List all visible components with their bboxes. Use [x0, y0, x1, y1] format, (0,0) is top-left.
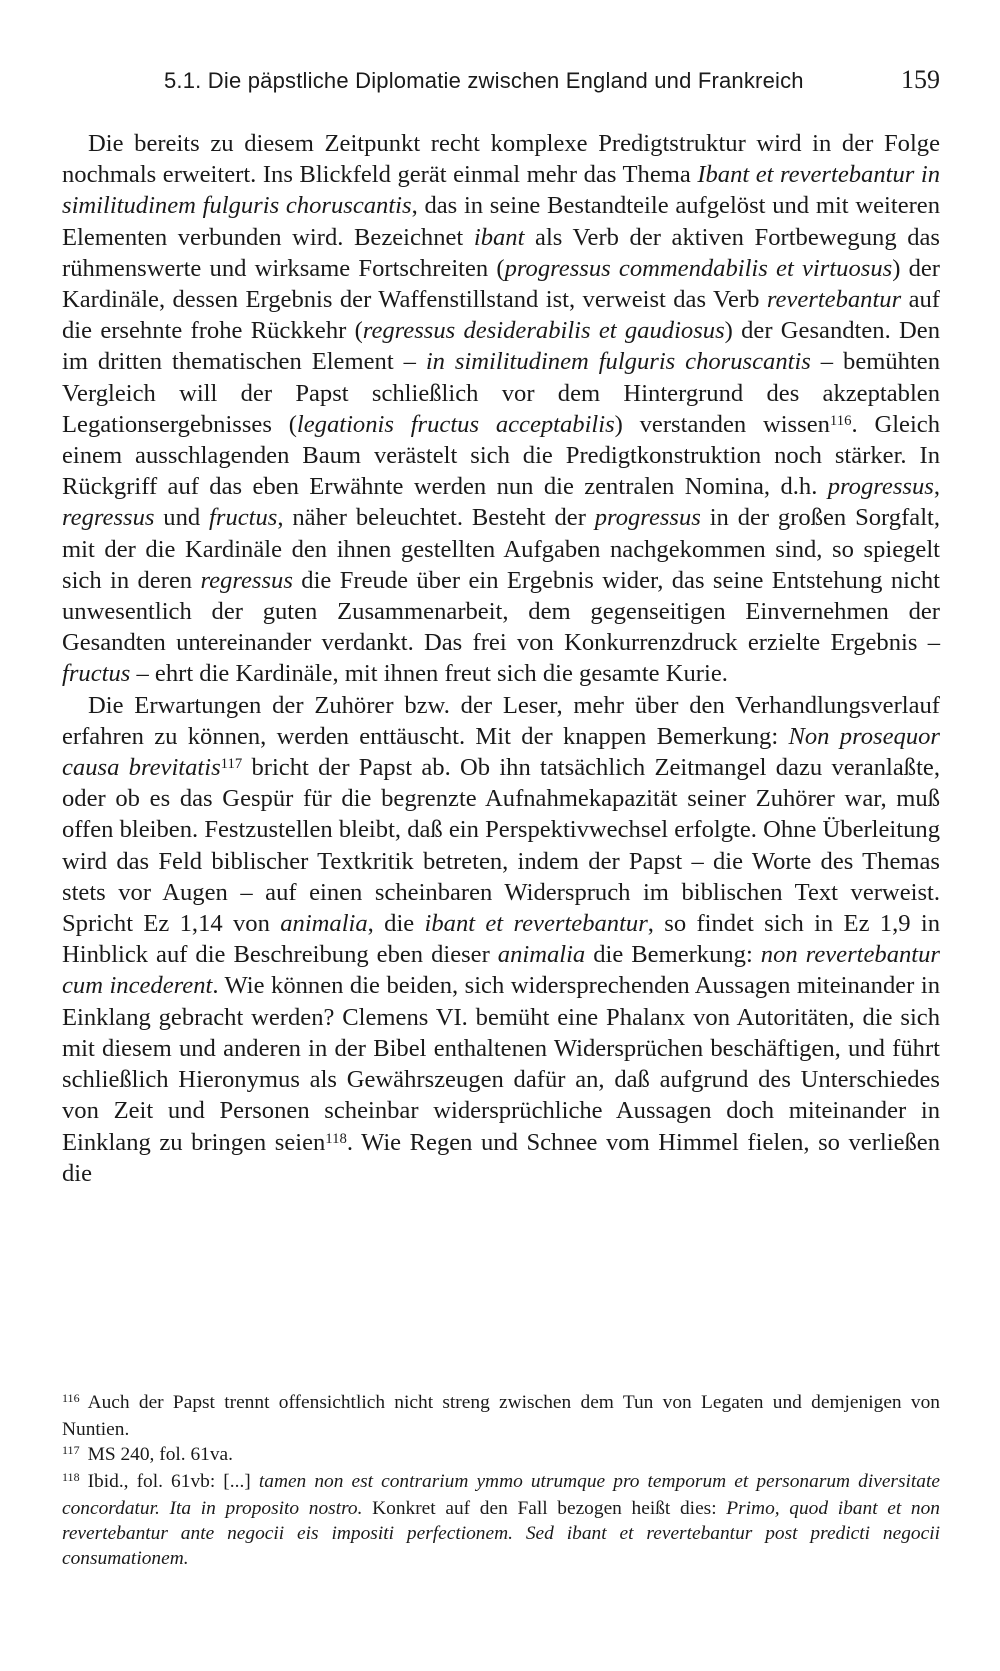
italic-text: animalia — [280, 910, 368, 938]
text-run: die Freude über ein Ergebnis wider, das seine Entstehung nicht unwesentlich der guten Zusammenarbeit, dem gegenseitigen Einvernehmen der Gesandten untereinander verdankt. Das frei von Konkurrenzdruck erzielte Ergebnis – — [62, 566, 940, 657]
italic-text: regressus — [200, 566, 293, 594]
running-header-title: 5.1. Die päpstliche Diplomatie zwischen England und Frankreich — [164, 68, 804, 93]
text-run: , die — [367, 910, 425, 938]
italic-text: progressus — [594, 504, 701, 532]
text-run: Ibid., fol. 61vb: [...] — [87, 1471, 259, 1492]
italic-text: fructus — [62, 660, 131, 688]
italic-text: in similitudinem fulguris choruscantis — [425, 348, 811, 376]
italic-text: fructus — [209, 504, 278, 532]
text-run: ) verstanden wissen — [614, 410, 830, 438]
italic-text: Ibant et revertebantur in similitudinem fulguris choruscantis — [62, 161, 940, 220]
italic-text: Primo, quod ibant et non revertebantur ante negocii eis impositi perfectionem. Sed ibant et revertebantur post predicti negocii consumationem. — [62, 1498, 941, 1569]
footnote-ref: 118 — [325, 1130, 347, 1147]
paragraph-2 — [62, 690, 940, 1189]
page-number: 159 — [901, 65, 940, 94]
footnote-117 — [62, 1442, 940, 1469]
footnote-118 — [62, 1469, 940, 1571]
footnote-ref: 117 — [220, 756, 243, 773]
text-run: Auch der Papst trennt offensichtlich nicht streng zwischen dem Tun von Legaten und demjenigen von Nuntien. — [62, 1392, 940, 1440]
italic-text: regressus — [62, 504, 155, 532]
italic-text: progressus commendabilis et virtuosus — [504, 254, 893, 282]
text-run: auf die ersehnte frohe Rückkehr ( — [62, 286, 940, 345]
text-run: , so findet sich in Ez 1,9 in Hinblick auf die Beschreibung eben dieser — [62, 910, 940, 969]
text-run: Konkret auf den Fall bezogen heißt dies: — [362, 1498, 727, 1519]
text-run: – bemühten Vergleich will der Papst schließlich vor dem Hintergrund des akzeptablen Legationsergebnisses ( — [62, 348, 940, 438]
italic-text: non revertebantur cum incederent — [62, 941, 940, 1000]
footnote-number: 117 — [62, 1443, 80, 1457]
italic-text: regressus desiderabilis et gaudiosus — [362, 317, 725, 345]
text-run: . Wie können die beiden, sich widersprechenden Aussagen miteinander in Einklang gebracht werden? Clemens VI. bemüht eine Phalanx von Autoritäten, die sich mit diesem und anderen in der Bibel enthaltenen Widersprüchen beschäftigen, und führt schließlich Hieronymus als Gewährszeugen dafür an, daß aufgrund des Unterschiedes von Zeit und Personen scheinbar widersprüchliche Aussagen doch miteinander in Einklang zu bringen seien — [62, 972, 940, 1156]
text-run: ) der Gesandten. Den im dritten thematischen Element – — [62, 317, 940, 376]
text-run: die Bemerkung: — [585, 941, 761, 969]
footnotes — [62, 1390, 940, 1571]
italic-text: animalia — [497, 941, 586, 969]
text-run: in der großen Sorgfalt, mit der die Kardinäle den ihnen gestellten Aufgaben nachgekommen sind, so spiegelt sich in deren — [62, 504, 941, 594]
text-run: MS 240, fol. 61va. — [87, 1444, 234, 1465]
italic-text: progressus — [827, 473, 934, 501]
text-run: ) der Kardinäle, dessen Ergebnis der Waffenstillstand ist, verweist das Verb — [62, 254, 940, 314]
footnote-ref: 116 — [829, 413, 852, 430]
text-run: , näher beleuchtet. Besteht der — [277, 504, 595, 532]
main-text — [62, 128, 940, 1189]
italic-text: revertebantur — [766, 286, 902, 314]
italic-text: tamen non est contrarium ymmo utrumque pro temporum et personarum diversitate concordatur. Ita in proposito nostro. — [62, 1471, 940, 1519]
text-run: . Gleich einem ausschlagenden Baum verästelt sich die Predigtkonstruktion noch stärker. In Rückgriff auf das eben Erwähnte werden nun die zentralen Nomina, d.h. — [62, 410, 940, 501]
text-run: Die bereits zu diesem Zeitpunkt recht komplexe Predigtstruktur wird in der Folge nochmals erweitert. Ins Blickfeld gerät einmal mehr das Thema — [62, 130, 940, 189]
text-run: , das in seine Bestandteile aufgelöst und mit weiteren Elementen verbunden wird. Bezeichnet — [62, 192, 941, 251]
text-run: bricht der Papst ab. Ob ihn tatsächlich Zeitmangel dazu veranlaßte, oder ob es das Gespür für die begrenzte Aufnahmekapazität seiner Zuhörer war, muß offen bleiben. Festzustellen bleibt, daß ein Perspektivwechsel erfolgte. Ohne Überleitung wird das Feld biblischer Textkritik betreten, indem der Papst – die Worte des Themas stets vor Augen – auf einen scheinbaren Widerspruch im biblischen Text verweist. Spricht Ez 1,14 von — [62, 754, 940, 938]
text-run: . Wie Regen und Schnee vom Himmel fielen, so verließen die — [62, 1128, 941, 1187]
text-run: , — [933, 473, 940, 501]
text-run: – ehrt die Kardinäle, mit ihnen freut sich die gesamte Kurie. — [130, 660, 728, 688]
paragraph-1 — [62, 128, 940, 690]
footnote-number: 116 — [62, 1391, 80, 1405]
text-run: und — [154, 504, 210, 532]
italic-text: Non prosequor causa brevitatis — [62, 722, 940, 782]
running-header — [62, 65, 940, 108]
footnote-116 — [62, 1390, 940, 1442]
text-run: Die Erwartungen der Zuhörer bzw. der Leser, mehr über den Verhandlungsverlauf erfahren zu können, werden enttäuscht. Mit der knappen Bemerkung: — [62, 691, 940, 750]
italic-text: legationis fructus acceptabilis — [296, 410, 615, 438]
text-run: als Verb der aktiven Fortbewegung das rühmenswerte und wirksame Fortschreiten ( — [62, 223, 941, 282]
italic-text: ibant et revertebantur — [424, 910, 648, 938]
italic-text: ibant — [473, 223, 525, 251]
footnote-number: 118 — [62, 1470, 80, 1484]
